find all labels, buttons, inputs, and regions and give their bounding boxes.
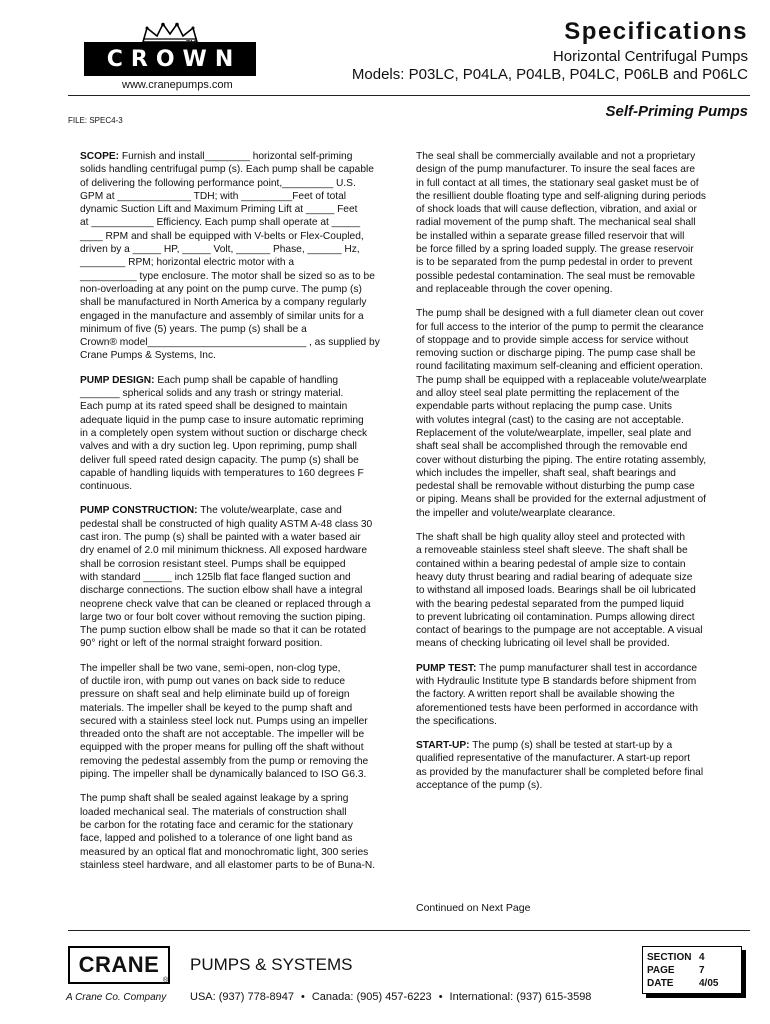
page-row <box>647 964 741 977</box>
separator-dot: • <box>300 991 305 1003</box>
date-value: 4/05 <box>699 978 719 989</box>
design-label: PUMP DESIGN: <box>80 374 155 386</box>
crown-logo <box>84 22 284 76</box>
category-heading: Self-Priming Pumps <box>605 103 748 120</box>
section-label: SECTION <box>647 952 692 963</box>
footer-divider <box>68 930 750 931</box>
scope-paragraph <box>80 150 402 363</box>
startup-paragraph <box>416 739 740 792</box>
file-id: FILE: SPEC4-3 <box>68 116 123 125</box>
construction-text: The volute/wearplate, case and pedestal shall be constructed of high quality ASTM A-48 class 30 cast iron. The pump (s) shall be painted with a water based air dry enamel of 2.0 mil minimum thickness. All exposed hardware shall be corrosion resistant steel. Pumps shall be equipped with standard _____ inch 125lb flat face flanged suction and discharge connections. The suction elbow shall have a integral neoprene check valve that can be cleaned or replaced through a large two or four bolt cover without removing the suction piping. The pump suction elbow shall be made so that it can be rotated 90° right or left of the normal straight forward position. <box>80 505 373 650</box>
section-row <box>647 951 741 964</box>
registered-mark: ® <box>163 977 169 984</box>
crane-logo <box>68 946 170 984</box>
construction-paragraph <box>80 504 402 650</box>
continued-note: Continued on Next Page <box>416 902 531 914</box>
scope-label: SCOPE: <box>80 151 120 162</box>
header-divider <box>68 95 750 96</box>
shaft-paragraph: The shaft shall be high quality alloy steel and protected with a removeable stainless steel shaft sleeve. The shaft shall be contained within a bearing pedestal of ample size to contain heavy duty thrust bearing and radial bearing of adequate size to withstand all imposed loads. Bearings shall be oil lubricated with the bearing pedestal separated from the pumped liquid to prevent lubricating oil contamination. Pumps allowing direct contact of bearings to the pumpage are not acceptable. A visual means of checking lubricating oil level shall be provided. <box>416 532 703 650</box>
section-value: 4 <box>699 952 705 963</box>
date-label: DATE <box>647 978 674 989</box>
test-paragraph <box>416 662 740 728</box>
left-column <box>80 150 402 883</box>
right-column <box>416 150 740 803</box>
test-label: PUMP TEST: <box>416 662 477 674</box>
website-link[interactable]: www.cranepumps.com <box>122 79 233 91</box>
product-subtitle: Horizontal Centrifugal Pumps <box>552 48 748 65</box>
document-header <box>352 18 748 83</box>
shaft-seal-paragraph: The pump shaft shall be sealed against leakage by a spring loaded mechanical seal. The materials of construction shall be carbon for the rotating face and ceramic for the stationary face, lapped and polished to a tolerance of one light band as measured by an optical flat and monochromatic light, 300 series stainless steel hardware, and all elastomer parts to be of Buna-N. <box>80 793 376 871</box>
page-title: Specifications <box>564 18 748 45</box>
crane-logo-text: CRANE <box>78 952 160 977</box>
page-value: 7 <box>699 965 705 976</box>
crown-wordmark <box>84 42 256 76</box>
date-row <box>647 977 741 990</box>
contact-line <box>190 991 591 1003</box>
phone-usa: USA: (937) 778-8947 <box>190 991 294 1003</box>
division-name: PUMPS & SYSTEMS <box>190 955 353 974</box>
separator-dot: • <box>438 991 443 1003</box>
trademark-mark: TM <box>186 40 197 47</box>
startup-text: The pump (s) shall be tested at start-up by a qualified representative of the manufacturer. A start-up report as provided by the manufacturer shall be completed before final acceptance of the pump (s). <box>416 740 704 792</box>
crown-wordmark-text: CROWN <box>106 46 242 72</box>
scope-text: Furnish and install________ horizontal self-priming solids handling centrifugal pump (s). Each pump shall be capable of delivering the following performance point,_________ U.S. GPM at _____________ TDH; with _________Feet of total dynamic Suction Lift and Maximum Priming Lift at _____ Feet at ___________ Efficiency. Each pump shall operate at _____ ____ RPM and shall be equipped with V-belts or Flex-Coupled, driven by a _____ HP, _____ Volt, ______ Phase, ______ Hz, ________ RPM; horizontal electric motor with a __________ type enclosure. The motor shall be sized so as to be non-overloading at any point on the pump curve. The pump (s) shall be manufactured in North America by a company regularly engaged in the manufacture and assembly of similar units for a minimum of five (5) years. The pump (s) shall be a Crown® model____________________________ , as supplied by Crane Pumps & Systems, Inc. <box>80 151 380 362</box>
startup-label: START-UP: <box>416 740 470 752</box>
section-info-box <box>642 946 742 994</box>
cleanout-paragraph: The pump shall be designed with a full diameter clean out cover for full access to the interior of the pump to permit the clearance of stoppage and to provide simple access for service without removing suction or discharge piping. The pump case shall be round facilitating maximum self-cleaning and efficient operation. The pump shall be equipped with a replaceable volute/wearplate and alloy steel seal plate permitting the replacement of the expendable parts without replacing the pump case. Units with volutes integral (cast) to the casing are not acceptable. Replacement of the volute/wearplate, impeller, seal plate and shaft seal shall be accomplished through the removable end cover without disturbing the piping. The entire rotating assembly, which includes the impeller, shaft seal, shaft bearings and pedestal shall be removable without disturbing the pump case or piping. Means shall be provided for the external adjustment of the impeller and volute/wearplate clearance. <box>416 308 707 519</box>
test-text: The pump manufacturer shall test in accordance with Hydraulic Institute type B standards before shipment from the factory. A written report shall be available showing the aforementioned tests have been performed in accordance with the specifications. <box>416 662 699 727</box>
design-paragraph <box>80 374 402 494</box>
phone-canada: Canada: (905) 457-6223 <box>311 991 432 1003</box>
design-text: Each pump shall be capable of handling _______ spherical solids and any trash or stringy material. Each pump at its rated speed shall be designed to maintain adequate liquid in the pump case to insure automatic repriming in a completely open system without suction or discharge check valves and with a dry suction leg. Upon repriming, pump shall deliver full speed rated design capacity. The pump (s) shall be capable of handling liquids with temperatures to 160 degrees F continuous. <box>80 374 368 493</box>
page-label: PAGE <box>647 965 675 976</box>
models-line: Models: P03LC, P04LA, P04LB, P04LC, P06LB and P06LC <box>351 66 748 83</box>
construction-label: PUMP CONSTRUCTION: <box>80 505 198 517</box>
seal-paragraph: The seal shall be commercially available and not a proprietary design of the pump manufacturer. To insure the seal faces are in full contact at all times, the stationary seal gasket must be of the resillient double floating type and self-aligning during periods of shock loads that will cause deflection, vibration, and axial or radial movement of the pump shaft. The mechanical seal shall be installed within a separate grease filled reservoir that will be force filled by a spring loaded supply. The grease reservoir is to be separated from the pump pedestal in order to prevent possible pedestal contamination. The seal must be removable and replaceable through the cover opening. <box>416 151 706 295</box>
phone-international: International: (937) 615-3598 <box>449 991 592 1003</box>
company-tagline: A Crane Co. Company <box>66 992 167 1003</box>
impeller-paragraph: The impeller shall be two vane, semi-open, non-clog type, of ductile iron, with pump out vanes on back side to reduce pressure on shaft seal and help eliminate build up of foreign materials. The impeller shall be keyed to the pump shaft and secured with a stainless steel lock nut. Pumps using an impeller threaded onto the shaft are not acceptable. The impeller will be equipped with the proper means for pulling off the shaft without removing the pedestal assembly from the pump or removing the piping. The impeller shall be dynamically balanced to ISO G6.3. <box>80 662 369 781</box>
